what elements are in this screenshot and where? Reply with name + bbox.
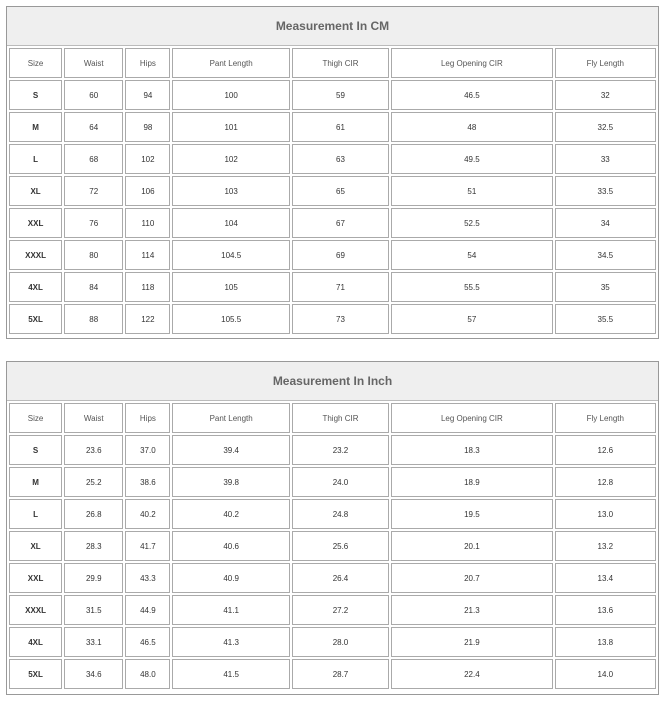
fly-length-cell: 13.0: [555, 499, 656, 529]
header-pant-length: Pant Length: [172, 403, 289, 433]
header-hips: Hips: [125, 403, 170, 433]
pant-length-cell: 40.2: [172, 499, 289, 529]
header-size: Size: [9, 403, 62, 433]
hips-cell: 41.7: [125, 531, 170, 561]
waist-cell: 25.2: [64, 467, 123, 497]
pant-length-cell: 39.8: [172, 467, 289, 497]
fly-length-cell: 35: [555, 272, 656, 302]
size-cell: M: [9, 467, 62, 497]
header-waist: Waist: [64, 403, 123, 433]
hips-cell: 106: [125, 176, 170, 206]
size-cell: L: [9, 499, 62, 529]
table-row: [9, 563, 656, 593]
thigh-cir-cell: 23.2: [292, 435, 389, 465]
thigh-cir-cell: 25.6: [292, 531, 389, 561]
table-row: [9, 467, 656, 497]
leg-opening-cir-cell: 21.9: [391, 627, 553, 657]
leg-opening-cir-cell: 54: [391, 240, 553, 270]
leg-opening-cir-cell: 18.9: [391, 467, 553, 497]
pant-length-cell: 41.5: [172, 659, 289, 689]
waist-cell: 60: [64, 80, 123, 110]
thigh-cir-cell: 24.0: [292, 467, 389, 497]
fly-length-cell: 34: [555, 208, 656, 238]
hips-cell: 98: [125, 112, 170, 142]
waist-cell: 68: [64, 144, 123, 174]
hips-cell: 43.3: [125, 563, 170, 593]
leg-opening-cir-cell: 48: [391, 112, 553, 142]
hips-cell: 102: [125, 144, 170, 174]
pant-length-cell: 39.4: [172, 435, 289, 465]
size-cell: L: [9, 144, 62, 174]
pant-length-cell: 104.5: [172, 240, 289, 270]
size-cell: XXXL: [9, 240, 62, 270]
header-waist: Waist: [64, 48, 123, 78]
header-row: [9, 48, 656, 78]
waist-cell: 28.3: [64, 531, 123, 561]
leg-opening-cir-cell: 49.5: [391, 144, 553, 174]
table-row: [9, 208, 656, 238]
table-row: [9, 112, 656, 142]
hips-cell: 118: [125, 272, 170, 302]
header-fly-length: Fly Length: [555, 48, 656, 78]
hips-cell: 44.9: [125, 595, 170, 625]
table-row: [9, 499, 656, 529]
fly-length-cell: 34.5: [555, 240, 656, 270]
header-thigh-cir: Thigh CIR: [292, 48, 389, 78]
size-cell: S: [9, 80, 62, 110]
leg-opening-cir-cell: 18.3: [391, 435, 553, 465]
inch-measurement-grid: [7, 401, 658, 691]
waist-cell: 33.1: [64, 627, 123, 657]
table-row: [9, 595, 656, 625]
waist-cell: 76: [64, 208, 123, 238]
header-leg-opening-cir: Leg Opening CIR: [391, 403, 553, 433]
header-fly-length: Fly Length: [555, 403, 656, 433]
fly-length-cell: 32: [555, 80, 656, 110]
table-row: [9, 240, 656, 270]
hips-cell: 94: [125, 80, 170, 110]
hips-cell: 37.0: [125, 435, 170, 465]
pant-length-cell: 105: [172, 272, 289, 302]
pant-length-cell: 41.3: [172, 627, 289, 657]
size-cell: 5XL: [9, 659, 62, 689]
table-row: [9, 144, 656, 174]
fly-length-cell: 13.2: [555, 531, 656, 561]
header-pant-length: Pant Length: [172, 48, 289, 78]
waist-cell: 64: [64, 112, 123, 142]
pant-length-cell: 40.9: [172, 563, 289, 593]
waist-cell: 26.8: [64, 499, 123, 529]
hips-cell: 40.2: [125, 499, 170, 529]
waist-cell: 80: [64, 240, 123, 270]
header-thigh-cir: Thigh CIR: [292, 403, 389, 433]
header-hips: Hips: [125, 48, 170, 78]
fly-length-cell: 35.5: [555, 304, 656, 334]
fly-length-cell: 12.6: [555, 435, 656, 465]
waist-cell: 34.6: [64, 659, 123, 689]
leg-opening-cir-cell: 46.5: [391, 80, 553, 110]
pant-length-cell: 41.1: [172, 595, 289, 625]
thigh-cir-cell: 71: [292, 272, 389, 302]
pant-length-cell: 101: [172, 112, 289, 142]
fly-length-cell: 13.8: [555, 627, 656, 657]
leg-opening-cir-cell: 21.3: [391, 595, 553, 625]
fly-length-cell: 33.5: [555, 176, 656, 206]
header-size: Size: [9, 48, 62, 78]
pant-length-cell: 104: [172, 208, 289, 238]
cm-measurement-grid: [7, 46, 658, 336]
size-cell: XXL: [9, 208, 62, 238]
fly-length-cell: 12.8: [555, 467, 656, 497]
pant-length-cell: 102: [172, 144, 289, 174]
header-row: [9, 403, 656, 433]
hips-cell: 110: [125, 208, 170, 238]
pant-length-cell: 40.6: [172, 531, 289, 561]
fly-length-cell: 13.4: [555, 563, 656, 593]
thigh-cir-cell: 63: [292, 144, 389, 174]
size-cell: XXXL: [9, 595, 62, 625]
pant-length-cell: 103: [172, 176, 289, 206]
hips-cell: 38.6: [125, 467, 170, 497]
pant-length-cell: 100: [172, 80, 289, 110]
thigh-cir-cell: 28.7: [292, 659, 389, 689]
waist-cell: 72: [64, 176, 123, 206]
inch-table-title: Measurement In Inch: [7, 362, 658, 401]
thigh-cir-cell: 27.2: [292, 595, 389, 625]
leg-opening-cir-cell: 19.5: [391, 499, 553, 529]
inch-table-body: [9, 435, 656, 689]
thigh-cir-cell: 73: [292, 304, 389, 334]
thigh-cir-cell: 59: [292, 80, 389, 110]
fly-length-cell: 14.0: [555, 659, 656, 689]
size-cell: M: [9, 112, 62, 142]
leg-opening-cir-cell: 20.7: [391, 563, 553, 593]
cm-table-body: [9, 80, 656, 334]
hips-cell: 48.0: [125, 659, 170, 689]
hips-cell: 46.5: [125, 627, 170, 657]
waist-cell: 31.5: [64, 595, 123, 625]
size-cell: XL: [9, 176, 62, 206]
size-cell: 5XL: [9, 304, 62, 334]
fly-length-cell: 32.5: [555, 112, 656, 142]
thigh-cir-cell: 61: [292, 112, 389, 142]
leg-opening-cir-cell: 20.1: [391, 531, 553, 561]
table-row: [9, 304, 656, 334]
waist-cell: 23.6: [64, 435, 123, 465]
table-row: [9, 272, 656, 302]
waist-cell: 84: [64, 272, 123, 302]
thigh-cir-cell: 67: [292, 208, 389, 238]
cm-table-title: Measurement In CM: [7, 7, 658, 46]
leg-opening-cir-cell: 51: [391, 176, 553, 206]
size-cell: XL: [9, 531, 62, 561]
waist-cell: 88: [64, 304, 123, 334]
size-cell: 4XL: [9, 272, 62, 302]
hips-cell: 114: [125, 240, 170, 270]
thigh-cir-cell: 24.8: [292, 499, 389, 529]
cm-size-table: [6, 6, 659, 339]
table-row: [9, 435, 656, 465]
header-leg-opening-cir: Leg Opening CIR: [391, 48, 553, 78]
fly-length-cell: 13.6: [555, 595, 656, 625]
thigh-cir-cell: 65: [292, 176, 389, 206]
size-cell: S: [9, 435, 62, 465]
leg-opening-cir-cell: 52.5: [391, 208, 553, 238]
table-row: [9, 659, 656, 689]
size-cell: 4XL: [9, 627, 62, 657]
inch-size-table: [6, 361, 659, 695]
pant-length-cell: 105.5: [172, 304, 289, 334]
table-row: [9, 80, 656, 110]
thigh-cir-cell: 69: [292, 240, 389, 270]
fly-length-cell: 33: [555, 144, 656, 174]
leg-opening-cir-cell: 55.5: [391, 272, 553, 302]
thigh-cir-cell: 26.4: [292, 563, 389, 593]
hips-cell: 122: [125, 304, 170, 334]
table-row: [9, 627, 656, 657]
leg-opening-cir-cell: 22.4: [391, 659, 553, 689]
thigh-cir-cell: 28.0: [292, 627, 389, 657]
leg-opening-cir-cell: 57: [391, 304, 553, 334]
waist-cell: 29.9: [64, 563, 123, 593]
table-row: [9, 531, 656, 561]
table-row: [9, 176, 656, 206]
size-cell: XXL: [9, 563, 62, 593]
